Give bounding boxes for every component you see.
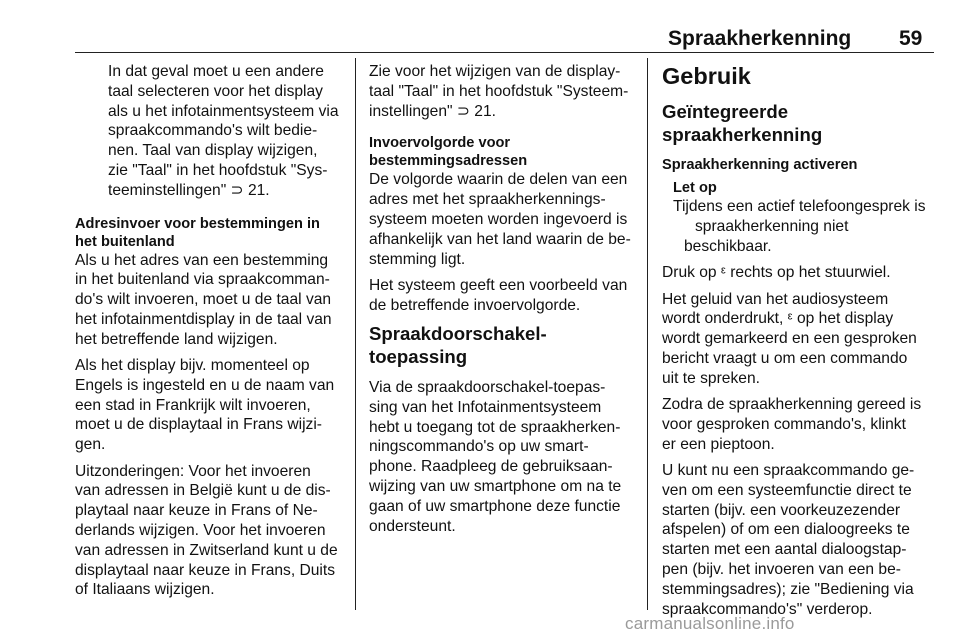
column-divider-1 <box>355 58 356 610</box>
paragraph: Zie voor het wijzigen van de display- taal "Taal" in het hoofdstuk "Systeem- instellingen" ⊃ 21. <box>369 63 629 120</box>
paragraph: U kunt nu een spraakcommando ge- ven om een systeemfunctie direct te starten (bijv. een voorkeuzezender afspelen) of om een dialoogreeks te starten met een aantal dialoogstap- pen (bijv. het invoeren van een be- stemmingsadres); zie "Bediening via spraakcommando's" verderop. <box>662 462 915 618</box>
paragraph: Het systeem geeft een voorbeeld van de betreffende invoervolgorde. <box>369 276 628 314</box>
column-divider-2 <box>647 58 648 610</box>
note-block <box>108 62 345 201</box>
paragraph: Het geluid van het audiosysteem wordt onderdrukt, ᵋ op het display wordt gemarkeerd en een gesproken bericht vraagt u om een commando uit te spreken. <box>662 290 917 387</box>
note-label: Let op <box>673 180 717 196</box>
subheading-activate: Spraakherkenning activeren <box>662 157 858 173</box>
column-3 <box>662 62 932 626</box>
header-rule <box>75 52 934 53</box>
column-2 <box>369 62 635 543</box>
watermark: carmanualsonline.info <box>625 614 795 633</box>
paragraph: Zodra de spraakherkenning gereed is voor gesproken commando's, klinkt er een pieptoon. <box>662 396 922 453</box>
paragraph: Uitzonderingen: Voor het invoeren van adressen in België kunt u de dis- playtaal naar keuze in Frans of Ne- derlands wijzigen. Voor het invoeren van adressen in Zwitserland kunt u de displaytaal naar keuze in Frans, Duits of Italiaans wijzigen. <box>75 462 338 599</box>
subheading-address-order: Invoervolgorde voor bestemmingsadressen <box>369 135 528 170</box>
subheading-foreign-address: Adresinvoer voor bestemmingen in het buitenland <box>75 215 320 250</box>
paragraph: De volgorde waarin de delen van een adres met het spraakherkennings- systeem moeten worden ingevoerd is afhankelijk van het land waarin de be- stemming ligt. <box>369 171 631 268</box>
paragraph: Via de spraakdoorschakel-toepas- sing van het Infotainmentsysteem hebt u toegang tot de spraakherken- ningscommando's op uw smart- phone. Raadpleeg de gebruiksaan- wijzing van uw smartphone om na te gaan of uw smartphone deze functie ondersteunt. <box>369 378 622 535</box>
section-heading-integrated: Geïntegreerde spraakherkenning <box>662 101 823 145</box>
section-heading-voice-passthrough: Spraakdoorschakel-toepassing <box>369 322 547 367</box>
paragraph: Als u het adres van een bestemming in het buitenland via spraakcomman- do's wilt invoeren, moet u de taal van het infotainmentdisplay in de taal van het betreffende land wijzigen. <box>75 251 332 348</box>
chapter-heading: Gebruik <box>662 63 751 89</box>
paragraph: Druk op ᵋ rechts op het stuurwiel. <box>662 264 891 282</box>
paragraph: Als het display bijv. momenteel op Engels is ingesteld en u de naam van een stad in Frankrijk wilt invoeren, moet u de displaytaal in Frans wijzi- gen. <box>75 357 335 454</box>
column-1 <box>75 62 345 607</box>
note-text: Tijdens een actief telefoongesprek is spraakherkenning niet beschikbaar. <box>673 198 926 255</box>
running-title: Spraakherkenning <box>668 27 852 50</box>
note-block <box>673 179 932 256</box>
page-number: 59 <box>899 27 923 50</box>
note-text: In dat geval moet u een andere taal selecteren voor het display als u het infotainmentsysteem via spraakcommando's wilt bedie- nen. Taal van display wijzigen, zie "Taal" in het hoofdstuk "Sys- teeminstellingen" ⊃ 21. <box>108 63 339 199</box>
